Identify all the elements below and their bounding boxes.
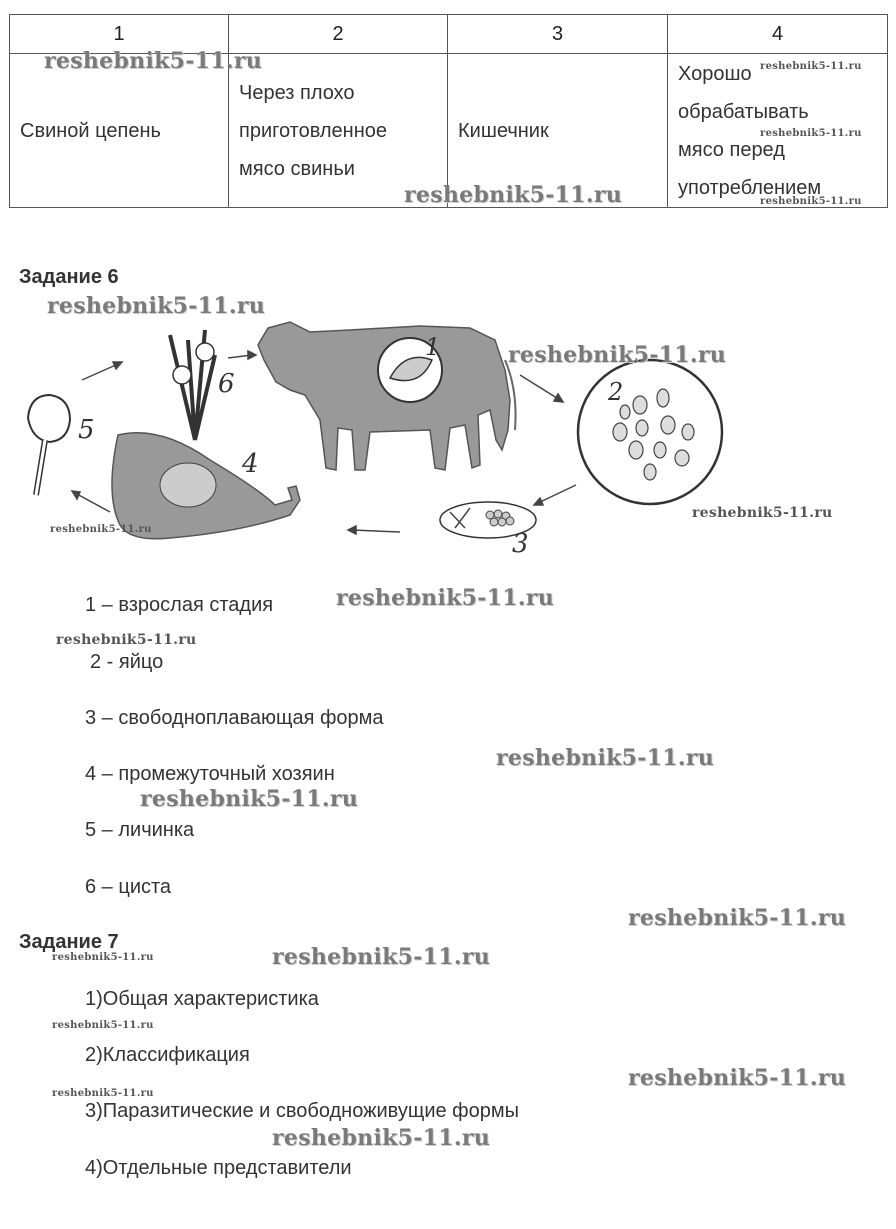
task6-title: Задание 6 [19, 266, 119, 288]
watermark: reshebnik5-11.ru [44, 48, 263, 74]
watermark: reshebnik5-11.ru [56, 632, 197, 648]
cell-line: Хорошо [678, 62, 752, 85]
cyst-illustration [173, 366, 191, 384]
watermark: reshebnik5-11.ru [628, 905, 847, 931]
watermark: reshebnik5-11.ru [47, 293, 266, 319]
diagram-label-4: 4 [242, 449, 259, 479]
cell-line: употреблением [678, 176, 822, 199]
task6-item: 5 – личинка [85, 819, 195, 841]
task6-item: 1 – взрослая стадия [85, 594, 274, 616]
cow-illustration [258, 322, 510, 470]
watermark: reshebnik5-11.ru [760, 196, 862, 207]
watermark: reshebnik5-11.ru [336, 585, 555, 611]
watermark: reshebnik5-11.ru [496, 745, 715, 771]
task7-item: 3)Паразитические и свободноживущие формы [85, 1100, 519, 1122]
task7-item: 4)Отдельные представители [85, 1157, 352, 1179]
cell-line: мясо свиньи [239, 157, 355, 180]
watermark: reshebnik5-11.ru [508, 342, 727, 368]
task7-item: 1)Общая характеристика [85, 988, 319, 1010]
cell-line: обрабатывать [678, 100, 809, 123]
cell-line: мясо перед [678, 138, 785, 161]
diagram-label-5: 5 [78, 415, 95, 445]
watermark: reshebnik5-11.ru [760, 61, 862, 72]
diagram-label-1: 1 [425, 333, 441, 361]
task7-title: Задание 7 [19, 931, 119, 953]
watermark: reshebnik5-11.ru [52, 1020, 154, 1031]
watermark: reshebnik5-11.ru [692, 505, 833, 521]
task6-item: 6 – циста [85, 876, 172, 898]
answer-table [9, 14, 888, 208]
task7-item: 2)Классификация [85, 1044, 250, 1066]
diagram-label-6: 6 [218, 369, 235, 399]
table-cell-parasite: Свиной цепень [10, 54, 229, 208]
watermark: reshebnik5-11.ru [272, 1125, 491, 1151]
table-cell-location: Кишечник [448, 54, 668, 208]
watermark: reshebnik5-11.ru [272, 944, 491, 970]
diagram-label-2: 2 [608, 378, 624, 406]
table-header-cell: 1 [10, 15, 229, 54]
table-header-cell: 3 [448, 15, 668, 54]
cell-line: приготовленное [239, 119, 388, 142]
watermark: reshebnik5-11.ru [52, 952, 154, 963]
task6-item: 4 – промежуточный хозяин [85, 763, 335, 785]
watermark: reshebnik5-11.ru [140, 786, 359, 812]
cell-line: Через плохо [239, 81, 355, 104]
watermark: reshebnik5-11.ru [760, 128, 862, 139]
watermark: reshebnik5-11.ru [52, 1088, 154, 1099]
table-header-cell: 2 [229, 15, 448, 54]
task6-item: 2 - яйцо [90, 651, 164, 673]
lifecycle-diagram [20, 300, 740, 555]
watermark: reshebnik5-11.ru [628, 1065, 847, 1091]
watermark: reshebnik5-11.ru [50, 524, 152, 535]
cercaria-illustration [28, 395, 70, 442]
table-header-cell: 4 [668, 15, 888, 54]
diagram-label-3: 3 [512, 529, 529, 555]
watermark: reshebnik5-11.ru [404, 182, 623, 208]
task6-item: 3 – свободноплавающая форма [85, 707, 384, 729]
